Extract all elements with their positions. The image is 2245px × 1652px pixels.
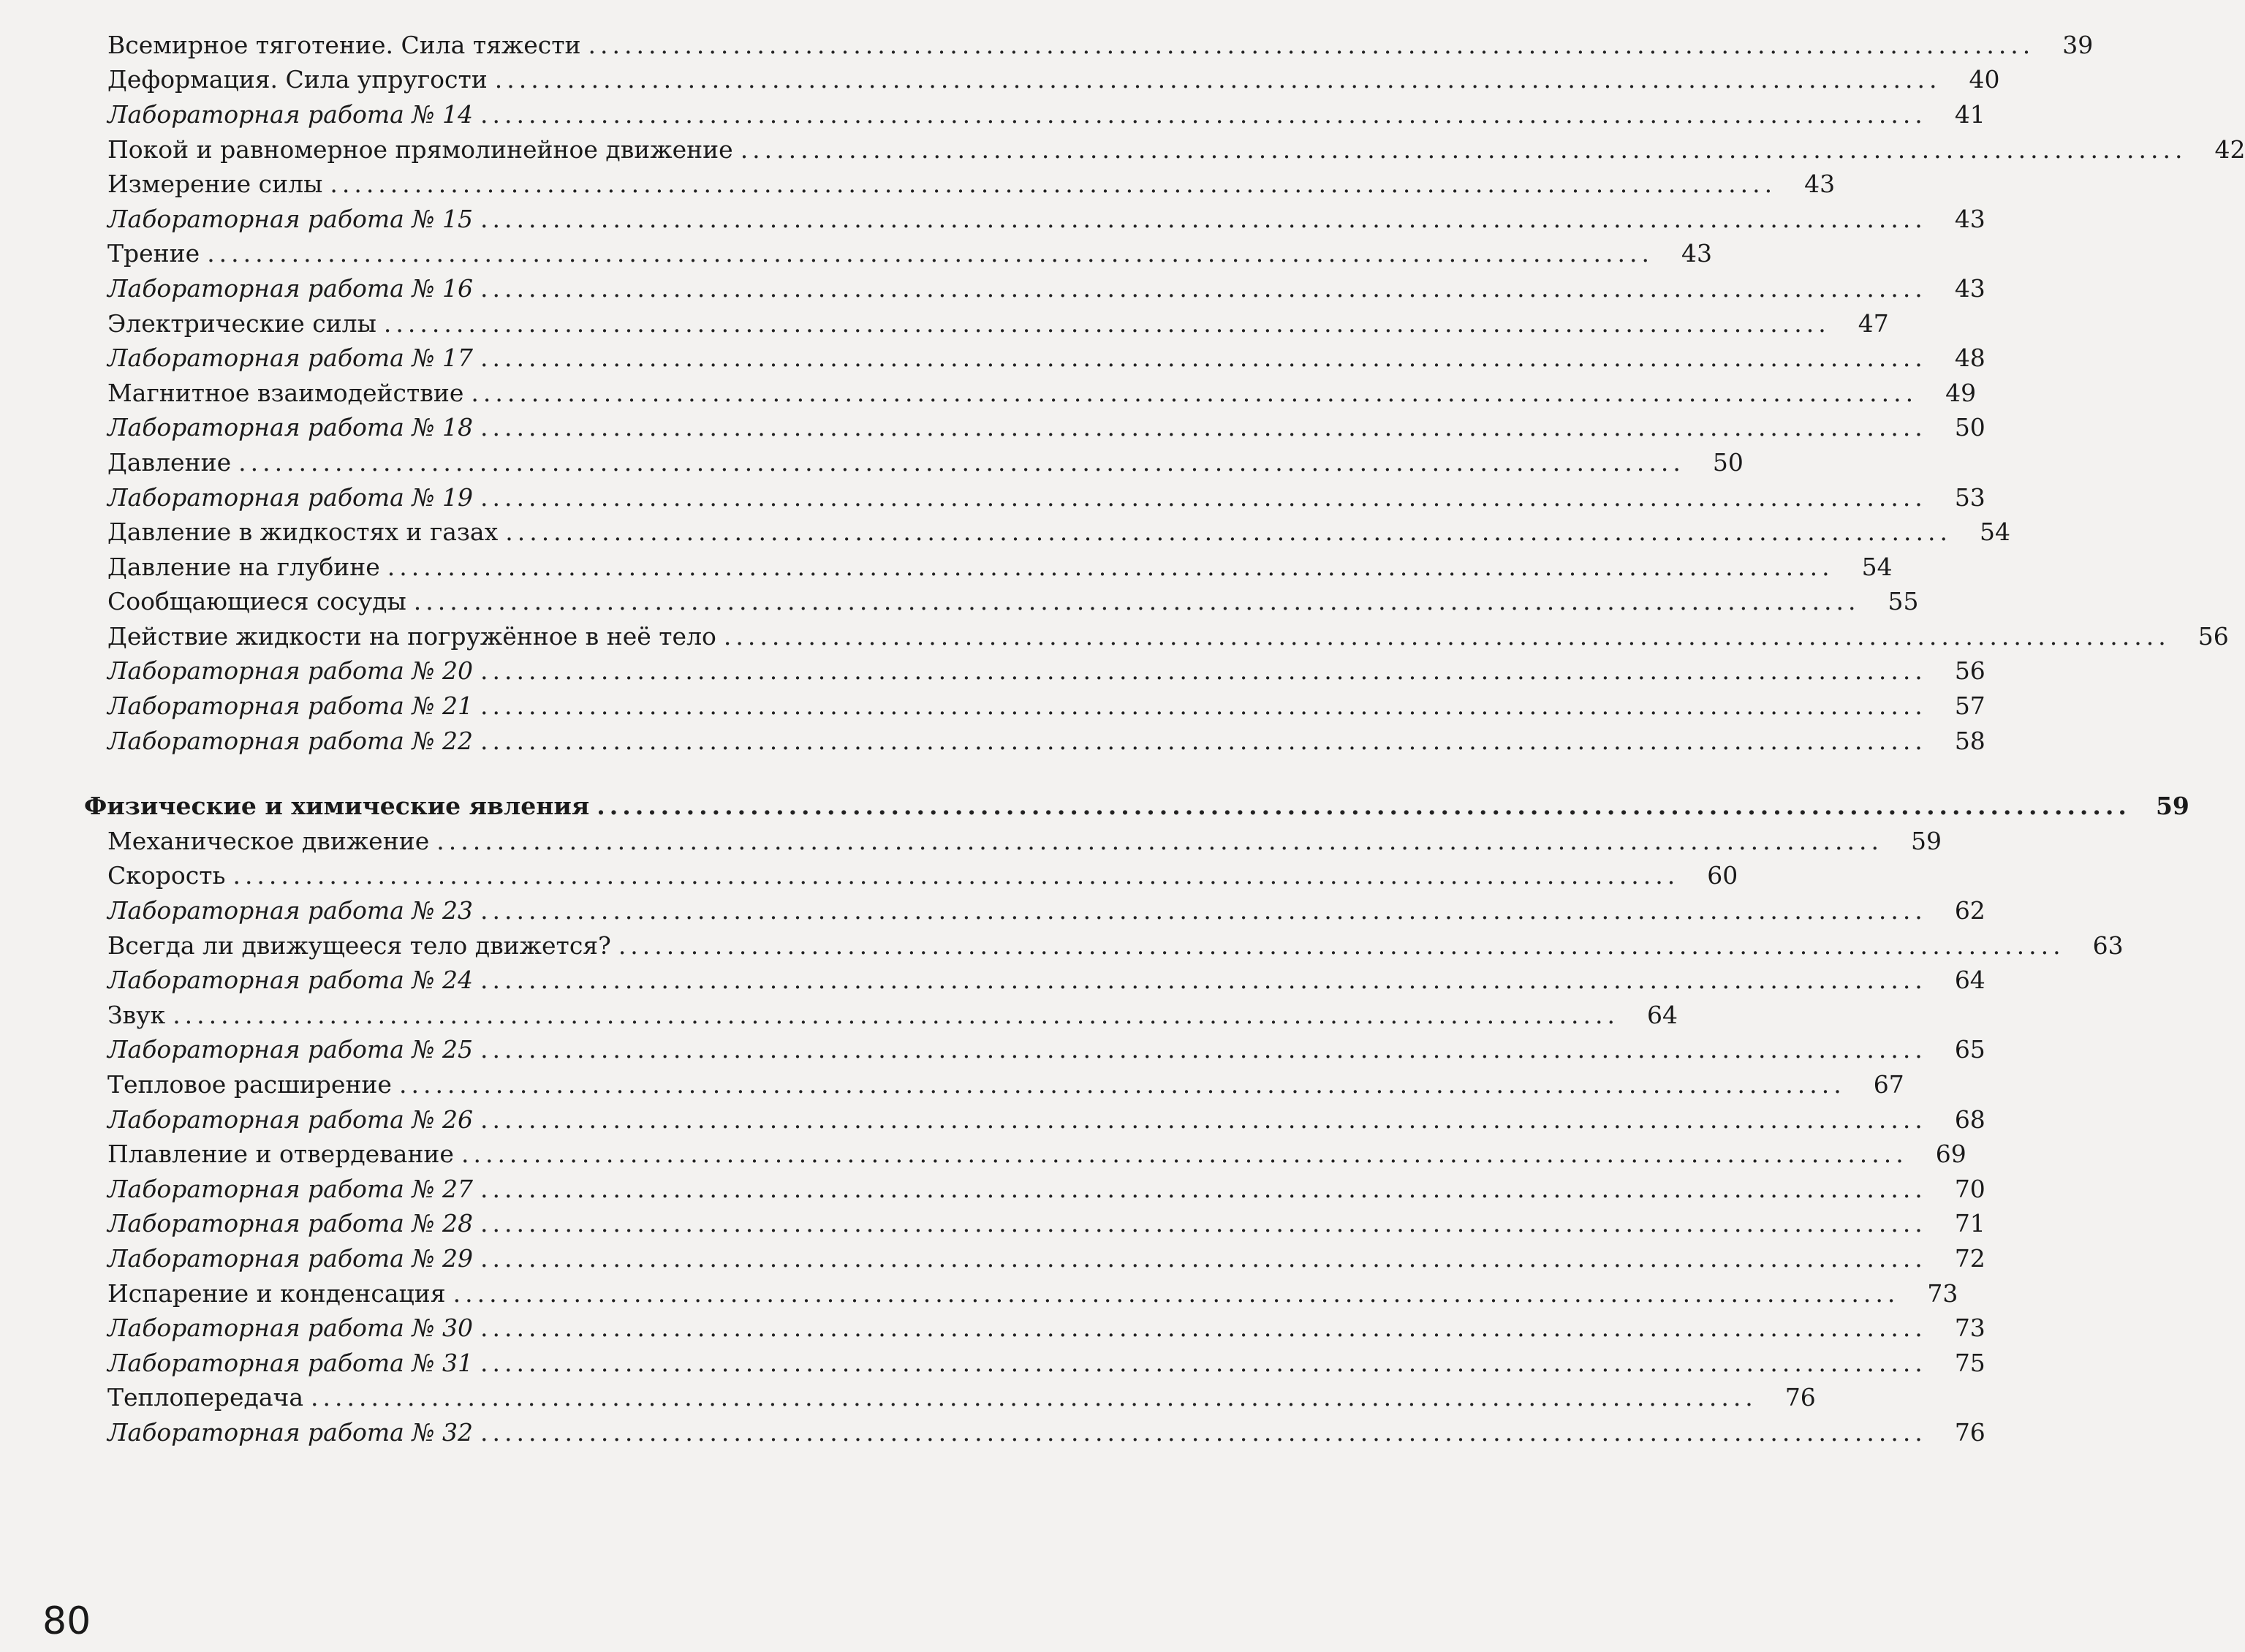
leader-dots: ........................................................................................................................: [461, 1140, 1908, 1169]
leader-dots: ........................................................................................................................: [505, 518, 1952, 547]
entry-page-number: 54: [1861, 552, 1893, 581]
entry-page-number: 68: [1954, 1105, 1985, 1134]
entry-title: Лабораторная работа № 14: [107, 99, 474, 129]
toc-entry: [0, 963, 1985, 998]
toc-entry: [0, 1276, 1958, 1311]
toc-entry: [0, 445, 1744, 480]
toc-entry: [0, 1207, 1985, 1242]
leader-dots: ........................................................................................................................: [597, 792, 2131, 821]
toc-entry: [0, 893, 1985, 928]
leader-dots: ........................................................................................................................: [436, 826, 1884, 855]
section-gap: [0, 758, 1097, 789]
leader-dots: ........................................................................................................................: [740, 134, 2187, 164]
entry-page-number: 49: [1945, 378, 1977, 407]
entry-title: Давление на глубине: [107, 552, 380, 581]
toc-entry: [0, 1102, 1985, 1137]
entry-title: Лабораторная работа № 15: [107, 204, 474, 233]
leader-dots: ........................................................................................................................: [453, 1278, 1900, 1308]
entry-page-number: 54: [1980, 518, 2010, 547]
entry-title: Всемирное тяготение. Сила тяжести: [107, 30, 581, 59]
entry-page-number: 65: [1954, 1035, 1985, 1064]
toc-entry: [0, 306, 1889, 341]
entry-page-number: 67: [1873, 1070, 1904, 1099]
toc-entry: [0, 515, 2010, 550]
toc-entry: [0, 619, 2229, 654]
entry-page-number: 55: [1888, 587, 1919, 616]
entry-page-number: 43: [1954, 273, 1985, 303]
entry-title: Лабораторная работа № 21: [107, 692, 474, 721]
toc-entry: [0, 411, 1985, 446]
entry-page-number: 63: [2092, 931, 2124, 960]
leader-dots: ........................................................................................................................: [480, 1243, 1927, 1273]
entry-page-number: 72: [1954, 1243, 1985, 1273]
toc-entry: [0, 654, 1985, 689]
entry-page-number: 56: [1954, 656, 1985, 686]
entry-title: Давление в жидкостях и газах: [107, 518, 499, 547]
toc-entry: [0, 824, 1942, 859]
leader-dots: ........................................................................................................................: [480, 273, 1927, 303]
entry-title: Давление: [107, 447, 232, 477]
toc-entry: [0, 202, 1985, 237]
entry-title: Лабораторная работа № 29: [107, 1243, 474, 1273]
leader-dots: ........................................................................................................................: [480, 1417, 1927, 1447]
entry-page-number: 50: [1712, 447, 1744, 477]
leader-dots: ........................................................................................................................: [383, 308, 1831, 338]
leader-dots: ........................................................................................................................: [480, 413, 1927, 442]
toc-entry: [0, 724, 1985, 759]
entry-title: Покой и равномерное прямолинейное движение: [107, 134, 733, 164]
entry-page-number: 43: [1954, 204, 1985, 233]
leader-dots: ........................................................................................................................: [480, 1209, 1927, 1238]
entry-title: Лабораторная работа № 24: [107, 966, 474, 995]
entry-page-number: 64: [1646, 1000, 1678, 1029]
entry-page-number: 50: [1954, 413, 1985, 442]
entry-title: Лабораторная работа № 17: [107, 344, 474, 373]
entry-title: Скорость: [107, 861, 226, 890]
entry-page-number: 39: [2062, 30, 2094, 59]
entry-title: Действие жидкости на погружённое в неё тело: [107, 621, 716, 651]
leader-dots: ........................................................................................................................: [588, 30, 2035, 59]
leader-dots: ........................................................................................................................: [387, 552, 1834, 581]
leader-dots: ........................................................................................................................: [480, 344, 1927, 373]
entry-page-number: 60: [1707, 861, 1738, 890]
entry-title: Лабораторная работа № 20: [107, 656, 474, 686]
toc-entry: [0, 341, 1985, 376]
toc-entry: [0, 1172, 1985, 1207]
table-of-contents: [0, 28, 2245, 1450]
entry-title: Сообщающиеся сосуды: [107, 587, 406, 616]
toc-entry: [0, 28, 2094, 63]
entry-title: Лабораторная работа № 28: [107, 1209, 474, 1238]
leader-dots: ........................................................................................................................: [471, 378, 1918, 407]
entry-title: Тепловое расширение: [107, 1070, 392, 1099]
leader-dots: ........................................................................................................................: [480, 726, 1927, 755]
entry-page-number: 76: [1784, 1383, 1816, 1412]
leader-dots: ........................................................................................................................: [311, 1383, 1757, 1412]
toc-entry: [0, 1241, 1985, 1276]
toc-entry: [0, 97, 1985, 132]
toc-entry: [0, 63, 2000, 98]
entry-title: Магнитное взаимодействие: [107, 378, 464, 407]
entry-title: Испарение и конденсация: [107, 1278, 446, 1308]
entry-page-number: 71: [1954, 1209, 1985, 1238]
toc-entry: [0, 1415, 1985, 1450]
entry-page-number: 64: [1954, 966, 1985, 995]
leader-dots: ........................................................................................................................: [238, 447, 1685, 477]
leader-dots: ........................................................................................................................: [480, 966, 1927, 995]
entry-title: Лабораторная работа № 27: [107, 1174, 474, 1203]
section-title: Физические и химические явления: [84, 792, 590, 821]
entry-page-number: 75: [1954, 1348, 1985, 1377]
toc-entry: [0, 1067, 1904, 1102]
entry-title: Плавление и отвердевание: [107, 1140, 454, 1169]
entry-title: Лабораторная работа № 25: [107, 1035, 474, 1064]
leader-dots: ........................................................................................................................: [480, 204, 1927, 233]
leader-dots: ........................................................................................................................: [480, 482, 1927, 512]
entry-title: Лабораторная работа № 16: [107, 273, 474, 303]
leader-dots: ........................................................................................................................: [173, 1000, 1619, 1029]
toc-entry: [0, 167, 1836, 202]
leader-dots: ........................................................................................................................: [480, 99, 1927, 129]
toc-entry: [0, 928, 2124, 963]
toc-entry: [0, 271, 1985, 306]
entry-page-number: 73: [1954, 1314, 1985, 1343]
toc-entry: [0, 237, 1712, 272]
toc-entry: [0, 1311, 1985, 1346]
entry-title: Трение: [107, 239, 200, 268]
entry-page-number: 42: [2214, 134, 2245, 164]
entry-title: Лабораторная работа № 26: [107, 1105, 474, 1134]
leader-dots: ........................................................................................................................: [413, 587, 1860, 616]
leader-dots: ........................................................................................................................: [232, 861, 1680, 890]
entry-page-number: 70: [1954, 1174, 1985, 1203]
leader-dots: ........................................................................................................................: [330, 170, 1777, 199]
entry-title: Лабораторная работа № 23: [107, 896, 474, 925]
toc-entry: [0, 859, 1738, 894]
toc-entry: [0, 585, 1919, 620]
leader-dots: ........................................................................................................................: [480, 896, 1927, 925]
entry-page-number: 43: [1804, 170, 1836, 199]
leader-dots: ........................................................................................................................: [480, 1174, 1927, 1203]
toc-entry: [0, 1346, 1985, 1381]
leader-dots: ........................................................................................................................: [480, 1035, 1927, 1064]
page-number: 80: [42, 1599, 91, 1643]
toc-entry: [0, 480, 1985, 515]
entry-title: Лабораторная работа № 19: [107, 482, 474, 512]
leader-dots: ........................................................................................................................: [480, 692, 1927, 721]
entry-page-number: 47: [1858, 308, 1889, 338]
toc-entry: [0, 1381, 1816, 1416]
toc-entry: [0, 689, 1985, 724]
entry-page-number: 56: [2197, 621, 2229, 651]
leader-dots: ........................................................................................................................: [618, 931, 2065, 960]
entry-page-number: 58: [1954, 726, 1985, 755]
entry-title: Электрические силы: [107, 308, 376, 338]
leader-dots: ........................................................................................................................: [398, 1070, 1846, 1099]
entry-title: Теплопередача: [107, 1383, 304, 1412]
section-page-number: 59: [2155, 792, 2189, 821]
entry-page-number: 57: [1954, 692, 1985, 721]
toc-entry: [0, 1033, 1985, 1068]
leader-dots: ........................................................................................................................: [207, 239, 1654, 268]
leader-dots: ........................................................................................................................: [723, 621, 2170, 651]
entry-page-number: 40: [1969, 65, 2000, 94]
toc-entry: [0, 1137, 1966, 1172]
leader-dots: ........................................................................................................................: [480, 656, 1927, 686]
entry-title: Звук: [107, 1000, 166, 1029]
toc-entry: [0, 998, 1678, 1033]
entry-page-number: 76: [1954, 1417, 1985, 1447]
entry-title: Лабораторная работа № 32: [107, 1417, 474, 1447]
entry-page-number: 59: [1911, 826, 1942, 855]
entry-page-number: 69: [1935, 1140, 1966, 1169]
leader-dots: ........................................................................................................................: [480, 1314, 1927, 1343]
toc-group-a: [0, 28, 2245, 758]
toc-group-b: [0, 824, 2124, 1450]
entry-title: Лабораторная работа № 31: [107, 1348, 474, 1377]
toc-entry: [0, 132, 2245, 167]
entry-title: Измерение силы: [107, 170, 323, 199]
entry-page-number: 41: [1954, 99, 1985, 129]
toc-entry: [0, 376, 1977, 411]
entry-page-number: 48: [1954, 344, 1985, 373]
toc-entry: [0, 550, 1893, 585]
entry-title: Деформация. Сила упругости: [107, 65, 488, 94]
entry-page-number: 62: [1954, 896, 1985, 925]
leader-dots: ........................................................................................................................: [480, 1348, 1927, 1377]
entry-title: Всегда ли движущееся тело движется?: [107, 931, 611, 960]
entry-title: Лабораторная работа № 22: [107, 726, 474, 755]
entry-title: Лабораторная работа № 18: [107, 413, 474, 442]
entry-title: Механическое движение: [107, 826, 430, 855]
entry-title: Лабораторная работа № 30: [107, 1314, 474, 1343]
toc-section-heading: [0, 789, 2189, 824]
entry-page-number: 53: [1954, 482, 1985, 512]
entry-page-number: 73: [1927, 1278, 1958, 1308]
entry-page-number: 43: [1681, 239, 1712, 268]
leader-dots: ........................................................................................................................: [480, 1105, 1927, 1134]
leader-dots: ........................................................................................................................: [494, 65, 1942, 94]
